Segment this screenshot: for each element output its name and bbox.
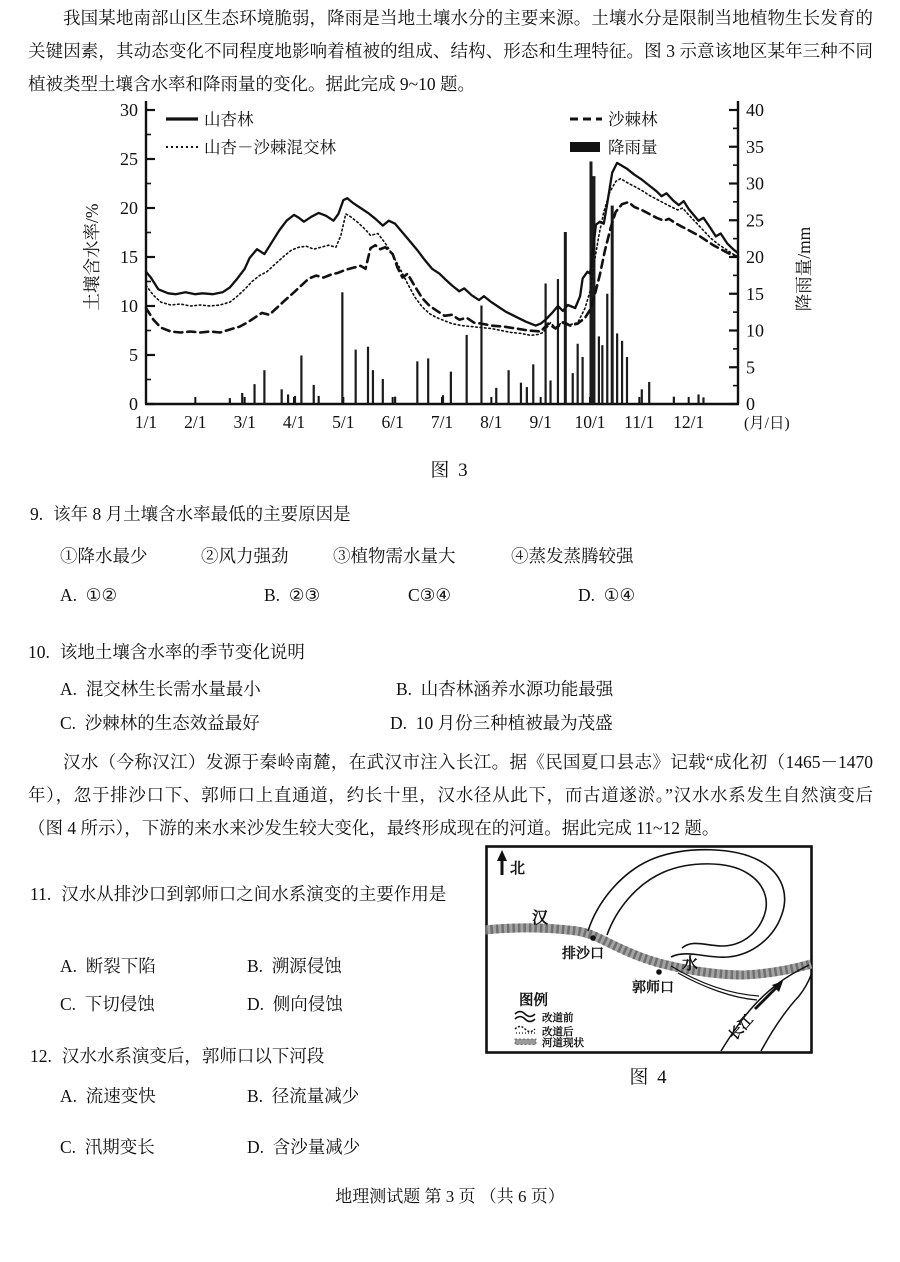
q11-choice-a: A. 断裂下陷 xyxy=(60,956,156,976)
svg-text:8/1: 8/1 xyxy=(480,412,503,432)
svg-text:20: 20 xyxy=(120,198,138,218)
svg-text:30: 30 xyxy=(746,173,764,194)
svg-text:排沙口: 排沙口 xyxy=(562,947,604,962)
q9-choice-b: B. ②③ xyxy=(264,585,321,605)
svg-text:降雨量/mm: 降雨量/mm xyxy=(794,226,814,312)
question-9-number: 9. xyxy=(30,504,44,524)
q12-choice-a: A. 流速变快 xyxy=(60,1086,156,1106)
svg-text:5: 5 xyxy=(129,345,138,365)
question-11-number: 11. xyxy=(30,884,52,904)
svg-text:5/1: 5/1 xyxy=(332,412,355,432)
question-10-number: 10. xyxy=(28,642,50,662)
svg-text:河道现状: 河道现状 xyxy=(542,1038,584,1049)
svg-text:3/1: 3/1 xyxy=(233,412,256,432)
q9-choice-a: A. ①② xyxy=(60,585,118,605)
intro-paragraph-q11: 汉水（今称汉江）发源于秦岭南麓，在武汉市注入长江。据《民国夏口县志》记载“成化初（1465－1470 年），忽于排沙口下、郭师口上直通道，约长十里，汉水径从此下，而古道遂淤。”汉水水系发生自然演变后（图 4 所示），下游的来水来沙发生较大变化，最终形成现在的河道。据此完成 11~12 题。 xyxy=(28,752,873,838)
svg-text:10/1: 10/1 xyxy=(574,412,606,432)
svg-text:山杏林: 山杏林 xyxy=(204,110,254,129)
figure3-soil-moisture-chart xyxy=(78,98,848,450)
svg-text:30: 30 xyxy=(120,100,138,120)
svg-text:2/1: 2/1 xyxy=(184,412,207,432)
q11-choice-b: B. 溯源侵蚀 xyxy=(247,956,342,976)
svg-text:郭师口: 郭师口 xyxy=(632,981,674,996)
q12-choice-c: C. 汛期变长 xyxy=(60,1137,155,1157)
svg-text:0: 0 xyxy=(129,394,138,414)
figure4-caption: 图 4 xyxy=(629,1067,669,1088)
question-12-stem: 12. 汉水水系演变后，郭师口以下河段 xyxy=(30,1046,325,1066)
question-12-number: 12. xyxy=(30,1046,52,1066)
q9-sub-2: ②风力强劲 xyxy=(201,546,289,566)
q9-sub-1: ①降水最少 xyxy=(60,546,148,566)
svg-text:15: 15 xyxy=(746,283,764,304)
svg-text:5: 5 xyxy=(746,357,755,378)
q9-sub-3: ③植物需水量大 xyxy=(333,546,456,566)
question-11-stem: 11. 汉水从排沙口到郭师口之间水系演变的主要作用是 xyxy=(30,884,447,904)
question-9-stem: 9. 该年 8 月土壤含水率最低的主要原因是 xyxy=(30,504,351,524)
svg-text:10: 10 xyxy=(746,320,764,341)
svg-text:1/1: 1/1 xyxy=(134,412,158,432)
svg-text:改道前: 改道前 xyxy=(542,1013,574,1024)
q12-choice-b: B. 径流量减少 xyxy=(247,1086,360,1106)
svg-text:25: 25 xyxy=(746,210,764,231)
svg-text:水: 水 xyxy=(682,956,699,973)
svg-text:4/1: 4/1 xyxy=(282,412,306,432)
svg-text:沙棘林: 沙棘林 xyxy=(608,110,658,129)
svg-text:山杏－沙棘混交林: 山杏－沙棘混交林 xyxy=(204,138,336,157)
q11-choice-c: C. 下切侵蚀 xyxy=(60,994,155,1014)
svg-text:长江: 长江 xyxy=(726,1012,757,1044)
q9-sub-4: ④蒸发蒸腾较强 xyxy=(511,546,634,566)
svg-text:11/1: 11/1 xyxy=(624,412,655,432)
intro-paragraph-q9: 我国某地南部山区生态环境脆弱，降雨是当地土壤水分的主要来源。土壤水分是限制当地植物生长发育的关键因素，其动态变化不同程度地影响着植被的组成、结构、形态和生理特征。图 3 示意该地区某年三种不同植被类型土壤含水率和降雨量的变化。据此完成 9~10 题。 xyxy=(28,8,873,94)
svg-text:15: 15 xyxy=(120,247,138,267)
svg-text:改道后: 改道后 xyxy=(542,1027,574,1038)
figure4-river-map xyxy=(485,845,813,1054)
svg-text:10: 10 xyxy=(120,296,138,316)
svg-text:0: 0 xyxy=(746,394,755,414)
svg-text:降雨量: 降雨量 xyxy=(608,138,658,157)
question-10-stem: 10. 该地土壤含水率的季节变化说明 xyxy=(28,642,305,662)
page-footer: 地理测试题 第 3 页 （共 6 页） xyxy=(335,1187,565,1206)
q10-choice-c: C. 沙棘林的生态效益最好 xyxy=(60,713,260,733)
figure3-caption: 图 3 xyxy=(430,460,470,481)
svg-text:40: 40 xyxy=(746,100,764,120)
q9-choice-d: D. ①④ xyxy=(578,585,636,605)
svg-text:土壤含水率/%: 土壤含水率/% xyxy=(82,203,102,311)
q10-choice-b: B. 山杏林涵养水源功能最强 xyxy=(396,679,614,699)
svg-text:图例: 图例 xyxy=(519,993,548,1009)
q9-choice-c: C③④ xyxy=(408,585,452,605)
svg-text:12/1: 12/1 xyxy=(673,412,705,432)
svg-text:35: 35 xyxy=(746,136,764,157)
svg-text:25: 25 xyxy=(120,149,138,169)
svg-text:(月/日): (月/日) xyxy=(744,415,790,432)
q12-choice-d: D. 含沙量减少 xyxy=(247,1137,361,1157)
svg-text:汉: 汉 xyxy=(532,910,549,927)
svg-text:9/1: 9/1 xyxy=(529,412,552,432)
svg-text:7/1: 7/1 xyxy=(430,412,454,432)
svg-text:北: 北 xyxy=(510,861,526,877)
svg-text:20: 20 xyxy=(746,247,764,267)
q11-choice-d: D. 侧向侵蚀 xyxy=(247,994,343,1014)
svg-text:6/1: 6/1 xyxy=(381,412,404,432)
q10-choice-a: A. 混交林生长需水量最小 xyxy=(60,679,261,699)
q10-choice-d: D. 10 月份三种植被最为茂盛 xyxy=(390,713,613,733)
